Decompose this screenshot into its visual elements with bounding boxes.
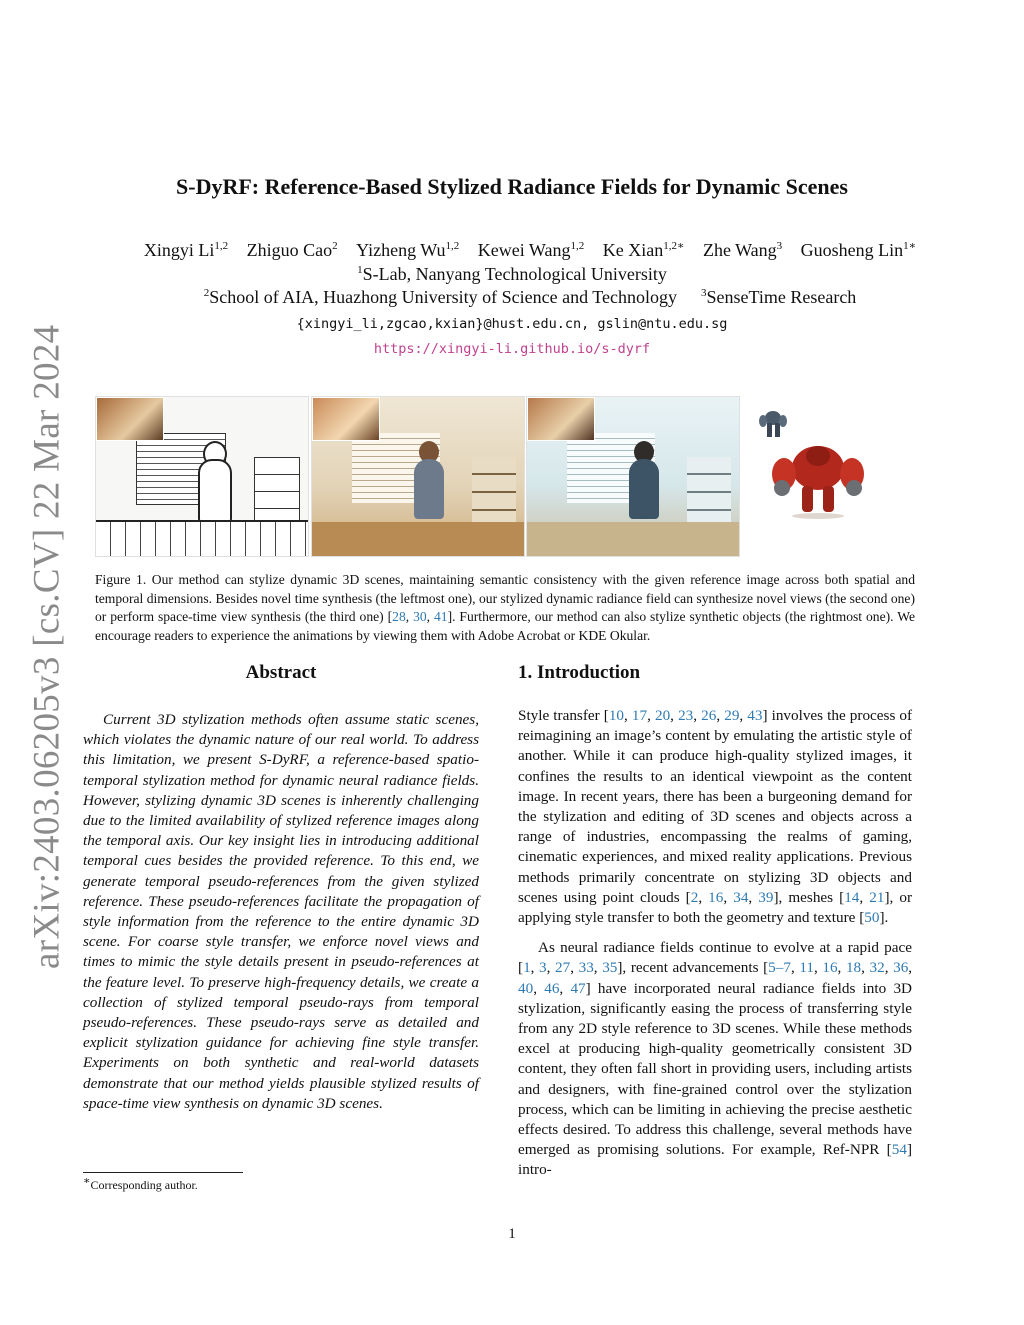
author: Kewei Wang$^{1,2}$ — [477, 240, 585, 260]
style-reference-inset — [96, 397, 164, 441]
citation-link[interactable]: 1 — [523, 959, 531, 977]
footnote-rule — [83, 1172, 243, 1173]
citation-link[interactable]: 50 — [864, 909, 880, 927]
citation-link[interactable]: 2 — [690, 888, 699, 906]
intro-paragraph-2: As neural radiance fields continue to evolve at a rapid pace [1, 3, 27, 33, 35], recent advancements [5–7, 11, 16, 18, 32, 36, 40, 46, 47] have incorporated neural radiance fields into 3D stylization, significantly easing the process of transferring style from any 2D style reference to 3D scenes. While these methods excel at producing high-quality geometrically consistent 3D content, they often fall short in providing users, including artists and designers, with fine-grained control over the stylization process, which can be limiting in achieving the precise aesthetic effects desired. To address this challenge, several methods have emerged as promising solutions. For example, Ref-NPR [54] intro- — [518, 939, 913, 1179]
abstract-heading: Abstract — [245, 662, 317, 683]
page-number: 1 — [508, 1226, 516, 1242]
citation-link[interactable]: 18 — [845, 959, 862, 977]
citation-link[interactable]: 29 — [724, 707, 740, 724]
citation-link[interactable]: 41 — [433, 609, 448, 624]
affiliation-1: $^1$S-Lab, Nanyang Technological University — [357, 264, 667, 284]
author-list — [60, 240, 1000, 261]
abstract-text: Current 3D stylization methods often assume static scenes, which violates the dynamic nature of our real world. To address this limitation, we present S-DyRF, a reference-based spatio-temporal stylization method for dynamic neural radiance fields. However, stylizing dynamic 3D scenes is inherently challenging due to the limited availability of stylized reference images along the temporal axis. Our key insight lies in introducing additional temporal cues besides the provided reference. To this end, we generate temporal pseudo-references from the given stylized reference. These pseudo-references facilitate the propagation of style information from the reference to the entire dynamic 3D scene. For coarse style transfer, we enforce novel views and times to mimic the style details present in pseudo-references at the feature level. To preserve high-frequency details, we create a collection of stylized temporal pseudo-rays from temporal pseudo-references. These pseudo-rays serve as detailed and explicit stylization guidance for achieving fine style transfer. Experiments on both synthetic and real-world datasets demonstrate that our method yields plausible stylized results of space-time view synthesis on dynamic 3D scenes. — [83, 711, 479, 1112]
intro-paragraph-1: Style transfer [10, 17, 20, 23, 26, 29, 43] involves the process of reimagining an image’s content by emulating the artistic style of another. While it can produce high-quality stylized images, it confines the results to an identical viewpoint as the content image. In recent years, there has been a burgeoning demand for the stylization and editing of 3D scenes and objects across a range of industries, encompassing the realms of gaming, cinematic experiences, and mixed reality applications. Previous methods primarily concentrate on stylizing 3D objects and scenes using point clouds [2, 16, 34, 39], meshes [14, 21], or applying style transfer to both the geometry and texture [50]. — [518, 707, 913, 927]
author: Zhiguo Cao$^2$ — [246, 240, 338, 260]
stylized-synthetic-object — [770, 430, 866, 520]
arxiv-identifier: arXiv:2403.06205v3 [cs.CV] 22 Mar 2024 — [26, 324, 68, 970]
citation-link[interactable]: 11 — [799, 959, 814, 977]
citation-link[interactable]: 16 — [822, 959, 838, 977]
citation-link[interactable]: 54 — [891, 1141, 907, 1159]
kitchen-shelf — [254, 457, 300, 529]
figure-caption: Figure 1. Our method can stylize dynamic 3D scenes, maintaining semantic consistency with the given reference image across both spatial and temporal dimensions. Besides novel time synthesis (the leftmost one), our stylized dynamic radiance field can synthesize novel views (the second one) or perform space-time view synthesis (the third one) [28, 30, 41]. Furthermore, our method can also stylize synthetic objects (the rightmost one). We encourage readers to experience the animations by viewing them with Adobe Acrobat or KDE Okular. — [95, 572, 915, 643]
person-figure — [198, 459, 232, 523]
introduction-body — [518, 706, 912, 1181]
paper-title: S-DyRF: Reference-Based Stylized Radiance Fields for Dynamic Scenes — [176, 174, 848, 199]
citation-link[interactable]: 17 — [631, 707, 648, 724]
author: Ke Xian$^{1,2∗}$ — [602, 240, 685, 260]
citation-link[interactable]: 40 — [518, 979, 534, 997]
citation-link[interactable]: 23 — [678, 707, 694, 724]
citation-link[interactable]: 20 — [654, 707, 671, 724]
style-reference-inset — [312, 397, 380, 441]
person-figure — [629, 459, 659, 519]
figure-panel-novel-time — [95, 396, 309, 557]
citation-link[interactable]: 27 — [555, 959, 571, 977]
introduction-heading: 1. Introduction — [518, 662, 641, 683]
citation-link[interactable]: 39 — [758, 888, 774, 906]
citation-link[interactable]: 33 — [578, 959, 594, 977]
figure-panel-space-time-view — [526, 396, 740, 557]
citation-link[interactable]: 14 — [844, 888, 860, 906]
citation-link[interactable]: 35 — [602, 959, 618, 977]
footnote: ∗Corresponding author. — [83, 1175, 198, 1192]
figure-panel-novel-view — [311, 396, 525, 557]
person-figure — [414, 459, 444, 519]
kitchen-counter — [527, 522, 739, 556]
citation-link[interactable]: 43 — [747, 707, 763, 724]
citation-link[interactable]: 3 — [539, 959, 547, 977]
author-emails: {xingyi_li,zgcao,kxian}@hust.edu.cn, gslin@ntu.edu.sg — [296, 316, 728, 332]
citation-link[interactable]: 28 — [392, 609, 406, 624]
citation-link[interactable]: 30 — [413, 609, 427, 624]
citation-link[interactable]: 16 — [708, 888, 724, 906]
kitchen-shelf — [687, 457, 731, 527]
style-reference-inset — [527, 397, 595, 441]
citation-link[interactable]: 47 — [570, 979, 586, 997]
citation-link[interactable]: 46 — [544, 979, 560, 997]
citation-link[interactable]: 34 — [733, 888, 749, 906]
author: Zhe Wang$^3$ — [702, 240, 783, 260]
kitchen-counter — [96, 520, 308, 556]
project-url-link[interactable]: https://xingyi-li.github.io/s-dyrf — [373, 341, 651, 357]
author: Guosheng Lin$^{1∗}$ — [800, 240, 917, 260]
author: Xingyi Li$^{1,2}$ — [143, 240, 229, 260]
citation-link[interactable]: 21 — [869, 888, 885, 906]
citation-link[interactable]: 26 — [701, 707, 717, 724]
citation-link[interactable]: 10 — [608, 707, 625, 724]
affiliation-2-3: $^2$School of AIA, Huazhong University of Science and Technology $^3$SenseTime Research — [203, 287, 857, 307]
author: Yizheng Wu$^{1,2}$ — [356, 240, 460, 260]
kitchen-shelf — [472, 457, 516, 527]
citation-link[interactable]: 32 — [869, 959, 885, 977]
citation-link[interactable]: 5–7 — [768, 959, 791, 977]
citation-link[interactable]: 36 — [893, 959, 909, 977]
kitchen-counter — [312, 522, 524, 556]
